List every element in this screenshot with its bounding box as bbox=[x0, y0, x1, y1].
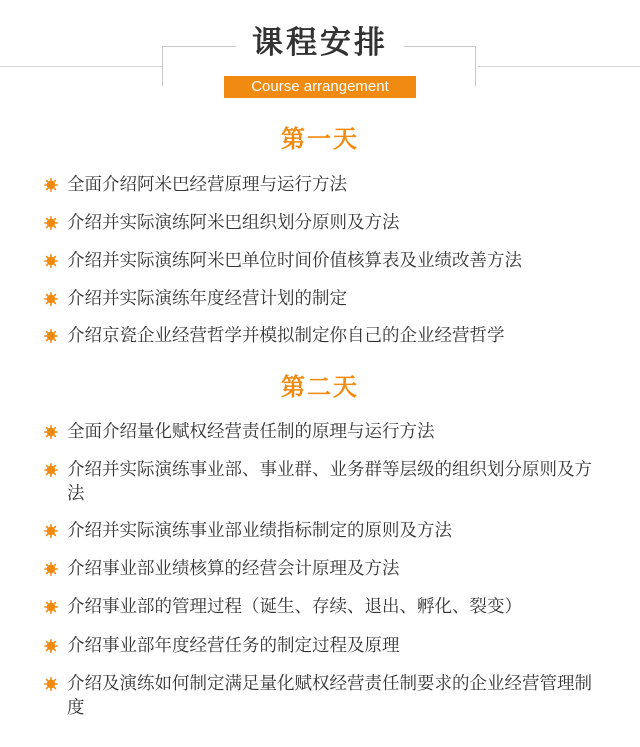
list-item-text: 介绍并实际演练阿米巴单位时间价值核算表及业绩改善方法 bbox=[67, 251, 522, 271]
list-item bbox=[44, 634, 604, 658]
list-item bbox=[44, 458, 604, 506]
page-title: 课程安排 bbox=[252, 25, 388, 61]
list-item-text: 介绍并实际演练阿米巴组织划分原则及方法 bbox=[67, 213, 400, 233]
list-item bbox=[44, 420, 604, 444]
list-item bbox=[44, 287, 604, 311]
bullet-icon bbox=[44, 524, 58, 538]
list-item-text: 介绍事业部的管理过程（诞生、存续、退出、孵化、裂变） bbox=[67, 597, 522, 617]
list-item-text: 介绍并实际演练事业部业绩指标制定的原则及方法 bbox=[67, 521, 452, 541]
list-item-text: 介绍事业部业绩核算的经营会计原理及方法 bbox=[67, 559, 400, 579]
bullet-icon bbox=[44, 216, 58, 230]
bullet-icon bbox=[44, 677, 58, 691]
bullet-icon bbox=[44, 254, 58, 268]
list-item bbox=[44, 249, 604, 273]
list-item-text: 全面介绍量化赋权经营责任制的原理与运行方法 bbox=[67, 422, 435, 442]
bullet-icon bbox=[44, 178, 58, 192]
bullet-icon bbox=[44, 562, 58, 576]
list-item bbox=[44, 595, 604, 619]
bullet-icon bbox=[44, 425, 58, 439]
bullet-icon bbox=[44, 600, 58, 614]
list-item bbox=[44, 672, 604, 720]
list-item-text: 介绍及演练如何制定满足量化赋权经营责任制要求的企业经营管理制度 bbox=[67, 674, 592, 718]
list-item bbox=[44, 324, 604, 348]
bullet-icon bbox=[44, 463, 58, 477]
list-item-text: 介绍京瓷企业经营哲学并模拟制定你自己的企业经营哲学 bbox=[67, 326, 505, 346]
list-item bbox=[44, 173, 604, 197]
list-item-text: 介绍事业部年度经营任务的制定过程及原理 bbox=[67, 636, 400, 656]
list-item-text: 介绍并实际演练年度经营计划的制定 bbox=[67, 289, 347, 309]
list-item bbox=[44, 557, 604, 581]
section-header bbox=[0, 0, 640, 110]
day-one-title: 第一天 bbox=[281, 125, 359, 153]
day-two-title: 第二天 bbox=[281, 373, 359, 401]
bullet-icon bbox=[44, 329, 58, 343]
bullet-icon bbox=[44, 292, 58, 306]
list-item bbox=[44, 519, 604, 543]
list-item-text: 全面介绍阿米巴经营原理与运行方法 bbox=[67, 175, 347, 195]
list-item bbox=[44, 211, 604, 235]
bullet-icon bbox=[44, 639, 58, 653]
list-item-text: 介绍并实际演练事业部、事业群、业务群等层级的组织划分原则及方法 bbox=[67, 460, 592, 504]
page-subtitle-badge: Course arrangement bbox=[224, 76, 416, 98]
